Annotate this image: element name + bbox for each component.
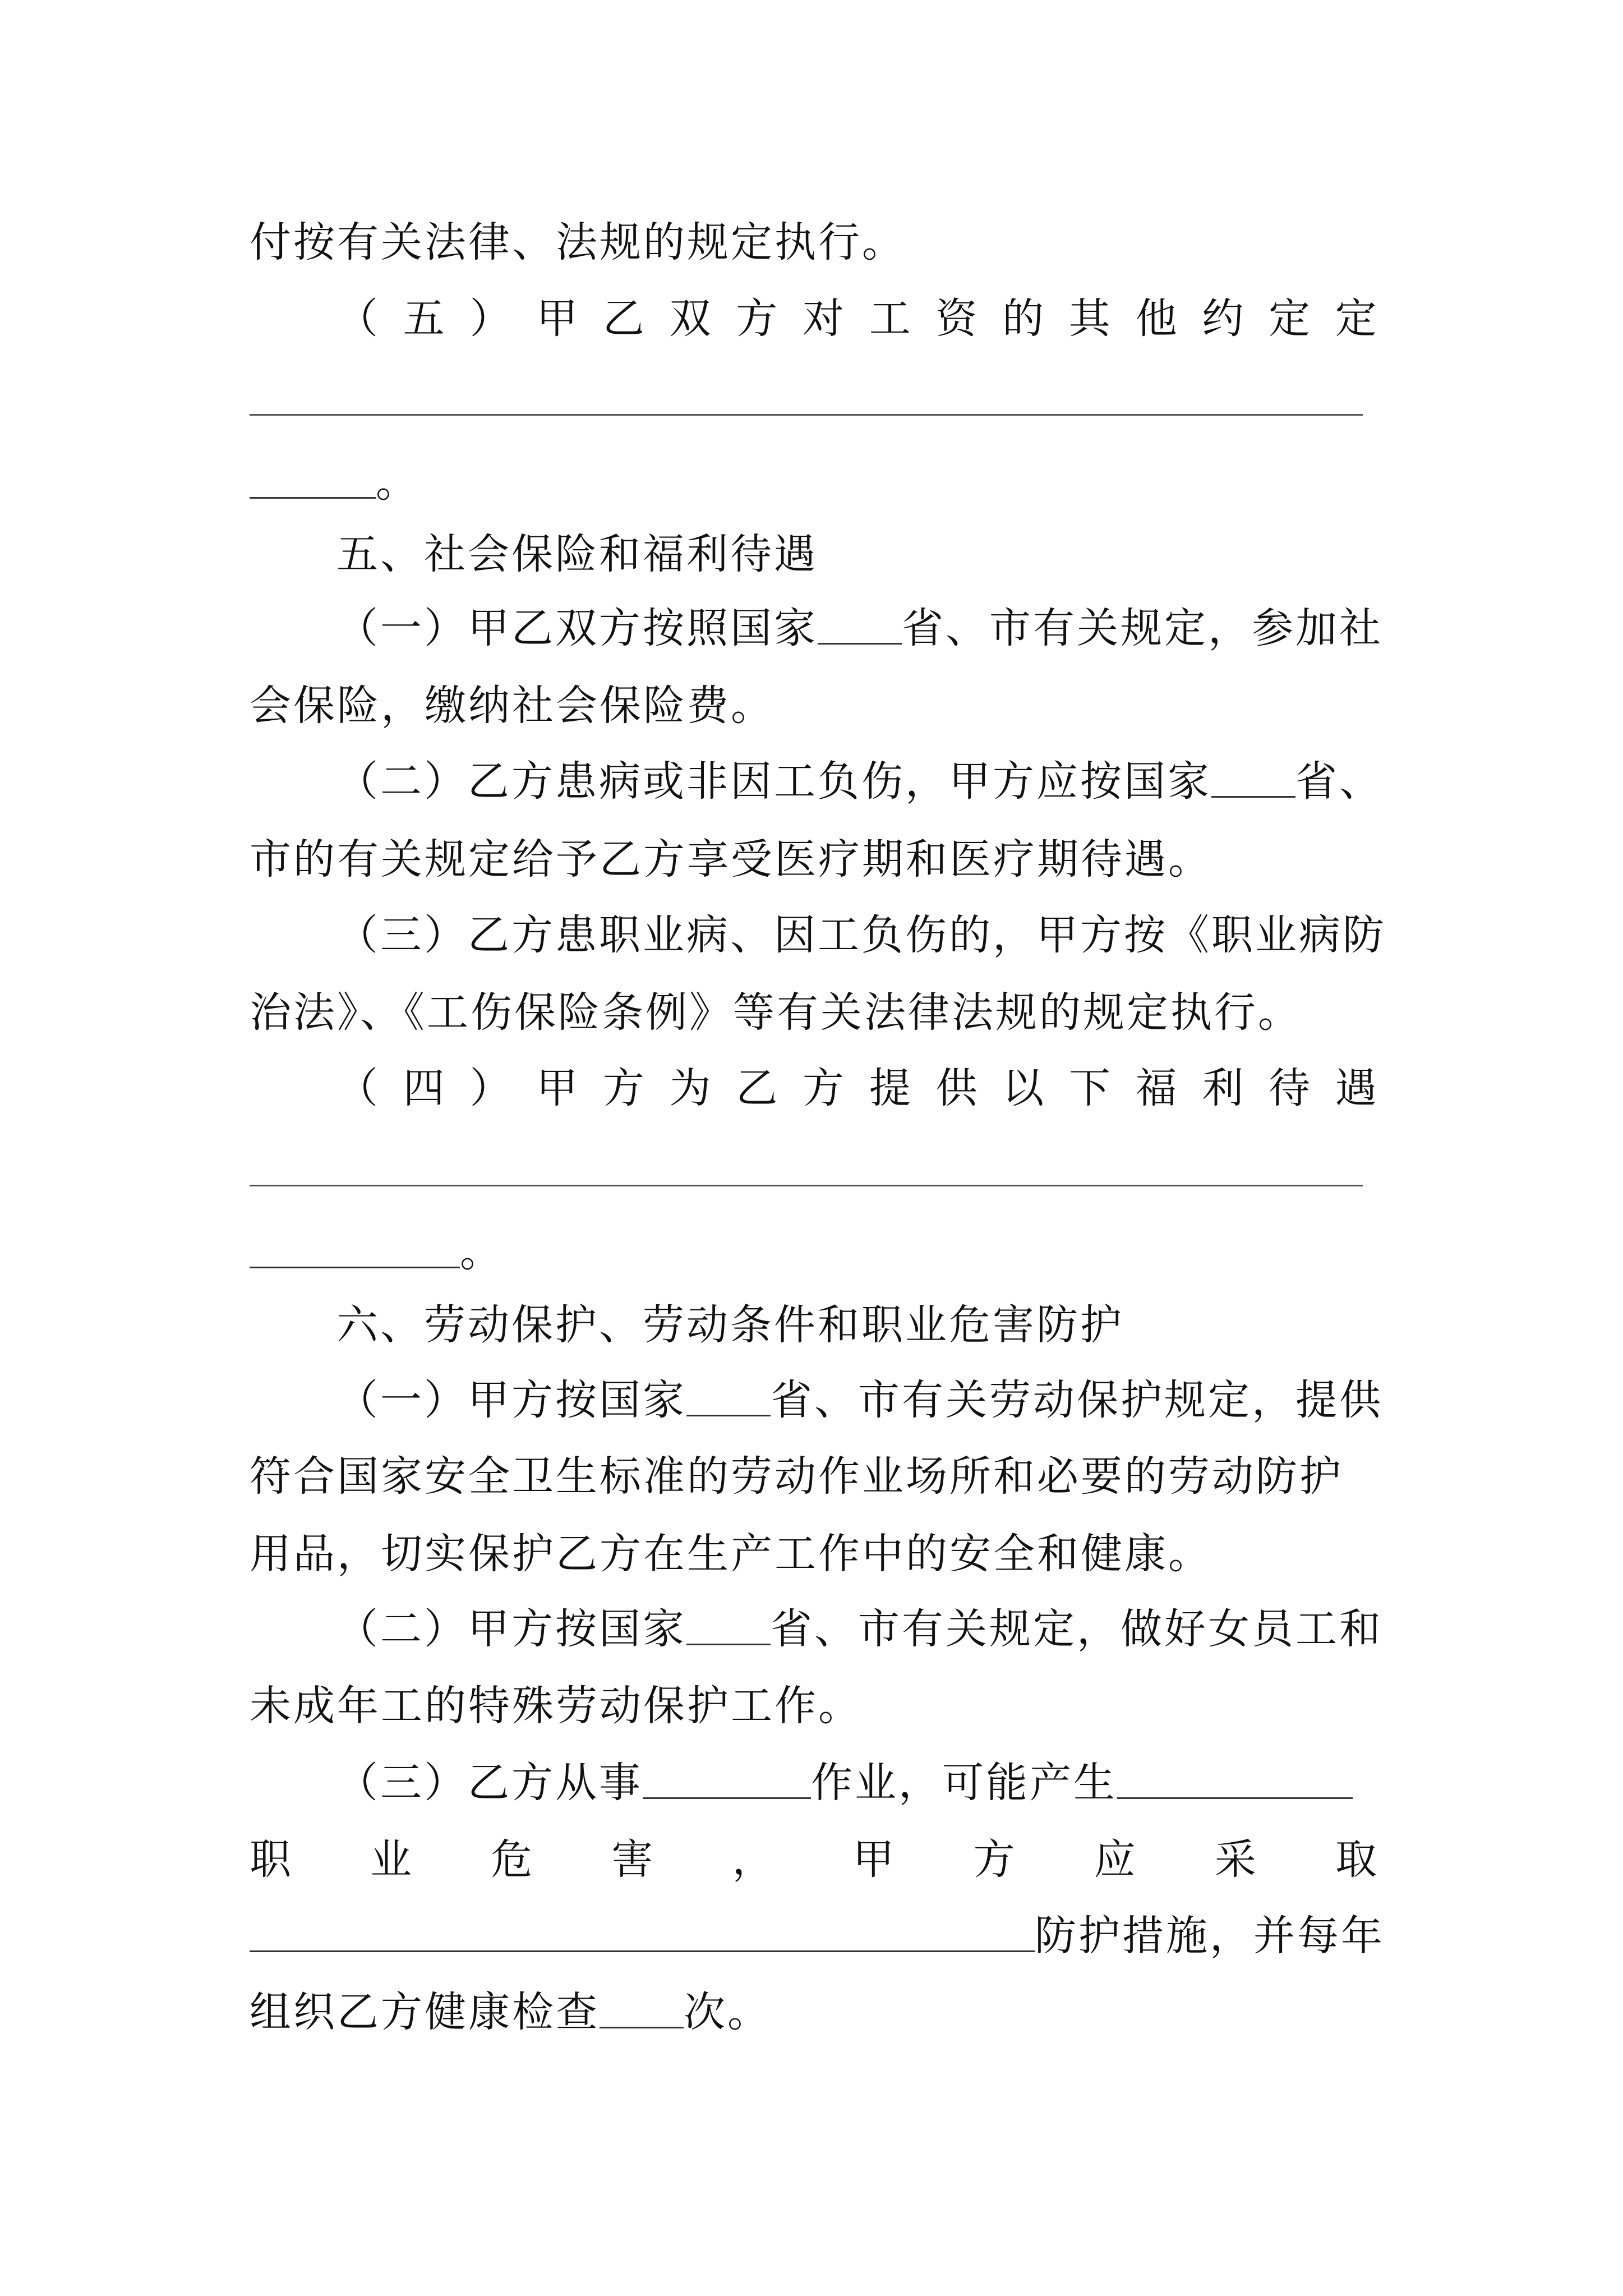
spaced-char: （ (336, 1064, 378, 1112)
spaced-char: 他 (1135, 295, 1177, 343)
line-end-mark: 。 (376, 458, 419, 507)
spaced-char: （ (336, 295, 378, 343)
spaced-char: 四 (403, 1064, 445, 1112)
text-line: 治法》、《工伤保险条例》等有关法律法规的规定执行。 (250, 988, 1302, 1037)
spaced-char: 约 (1202, 295, 1244, 343)
spaced-char: 待 (1269, 1064, 1311, 1112)
spaced-char: 下 (1068, 1064, 1110, 1112)
spaced-char: 方 (973, 1835, 1015, 1884)
spaced-char: 甲 (536, 295, 578, 343)
spaced-char: 危 (491, 1835, 533, 1884)
spaced-char: 定 (1269, 295, 1311, 343)
text-segment: （二）甲方按国家 (336, 1605, 686, 1653)
text-segment: （一）甲方按国家 (336, 1376, 686, 1424)
spaced-char: 取 (1335, 1835, 1377, 1884)
spaced-char: 对 (803, 295, 845, 343)
text-segment: （一）甲乙双方按照国家 (336, 604, 818, 652)
spaced-char: ） (469, 295, 511, 343)
text-line: 未成年工的特殊劳动保护工作。 (250, 1682, 862, 1730)
text-segment: （三）乙方从事 (336, 1759, 643, 1807)
line-end-mark: 。 (460, 1228, 504, 1276)
occupational-hazard-line (250, 1826, 1377, 1893)
spaced-char: 福 (1135, 1064, 1177, 1112)
text-segment: 省、市有关劳动保护规定，提供 (771, 1376, 1383, 1424)
fill-in-blank[interactable] (250, 449, 376, 499)
text-line (250, 1218, 1377, 1286)
spaced-char: 应 (1094, 1835, 1136, 1884)
fill-in-blank[interactable] (686, 1366, 771, 1416)
text-segment: 省、市有关规定，参加社 (902, 604, 1383, 652)
text-line (336, 1366, 1383, 1434)
fill-in-blank[interactable] (250, 1902, 1035, 1952)
text-line (250, 1978, 1377, 2046)
spaced-char: 职 (250, 1835, 291, 1884)
spaced-char: 五 (403, 295, 445, 343)
text-line: 付按有关法律、法规的规定执行。 (250, 218, 906, 266)
spaced-char: 供 (935, 1064, 978, 1112)
text-segment: 省、 (1295, 757, 1383, 806)
text-line: 会保险，缴纳社会保险费。 (250, 682, 774, 730)
welfare-benefits-line (336, 1055, 1377, 1122)
spaced-char: 方 (736, 295, 778, 343)
spaced-char: 乙 (602, 295, 644, 343)
spaced-char: 工 (869, 295, 911, 343)
fill-in-blank[interactable] (818, 595, 902, 645)
text-segment: 作业，可能产生 (811, 1759, 1117, 1807)
fill-in-blank[interactable] (1211, 748, 1295, 798)
fill-in-blank[interactable] (643, 1749, 811, 1799)
fill-in-blank[interactable] (1117, 1749, 1353, 1799)
spaced-char: 乙 (736, 1064, 778, 1112)
text-line: 符合国家安全卫生标准的劳动作业场所和必要的劳动防护 (250, 1452, 1343, 1501)
spaced-char: 方 (602, 1064, 644, 1112)
text-line (250, 449, 1377, 516)
text-segment: （二）乙方患病或非因工负伤，甲方应按国家 (336, 757, 1211, 806)
wage-other-agreement-line (336, 285, 1377, 352)
spaced-char: 采 (1214, 1835, 1256, 1884)
text-line (336, 595, 1383, 662)
fill-in-rule (250, 414, 1363, 416)
spaced-char: 害 (611, 1835, 653, 1884)
spaced-char: 的 (1002, 295, 1044, 343)
spaced-char: 甲 (852, 1835, 895, 1884)
section-heading-6: 六、劳动保护、劳动条件和职业危害防护 (336, 1301, 1124, 1349)
spaced-char: 业 (370, 1835, 412, 1884)
spaced-char: 利 (1202, 1064, 1244, 1112)
fill-in-blank[interactable] (686, 1595, 771, 1645)
spaced-char: 为 (669, 1064, 711, 1112)
spaced-char: 资 (935, 295, 978, 343)
text-line: （三）乙方患职业病、因工负伤的，甲方按《职业病防 (336, 911, 1386, 959)
text-line (336, 748, 1383, 815)
spaced-char: 定 (1335, 295, 1377, 343)
spaced-char: ， (732, 1835, 774, 1884)
spaced-char: 提 (869, 1064, 911, 1112)
text-segment: 组织乙方健康检查 (250, 1988, 600, 2036)
text-line (336, 1749, 1377, 1816)
text-line: 用品，切实保护乙方在生产工作中的安全和健康。 (250, 1530, 1212, 1578)
section-heading-5: 五、社会保险和福利待遇 (336, 530, 818, 578)
spaced-char: 甲 (536, 1064, 578, 1112)
spaced-char: 双 (669, 295, 711, 343)
text-line (250, 1902, 1385, 1970)
text-line: 市的有关规定给予乙方享受医疗期和医疗期待遇。 (250, 835, 1212, 884)
fill-in-rule (250, 1185, 1363, 1186)
fill-in-blank[interactable] (250, 1218, 460, 1268)
spaced-char: ） (469, 1064, 511, 1112)
spaced-char: 其 (1068, 295, 1110, 343)
spaced-char: 以 (1002, 1064, 1044, 1112)
text-segment: 次。 (684, 1988, 771, 2036)
text-segment: 省、市有关规定，做好女员工和 (771, 1605, 1383, 1653)
fill-in-blank[interactable] (600, 1978, 684, 2028)
spaced-char: 方 (803, 1064, 845, 1112)
spaced-char: 遇 (1335, 1064, 1377, 1112)
text-segment: 防护措施，并每年 (1035, 1912, 1385, 1960)
text-line (336, 1595, 1383, 1663)
